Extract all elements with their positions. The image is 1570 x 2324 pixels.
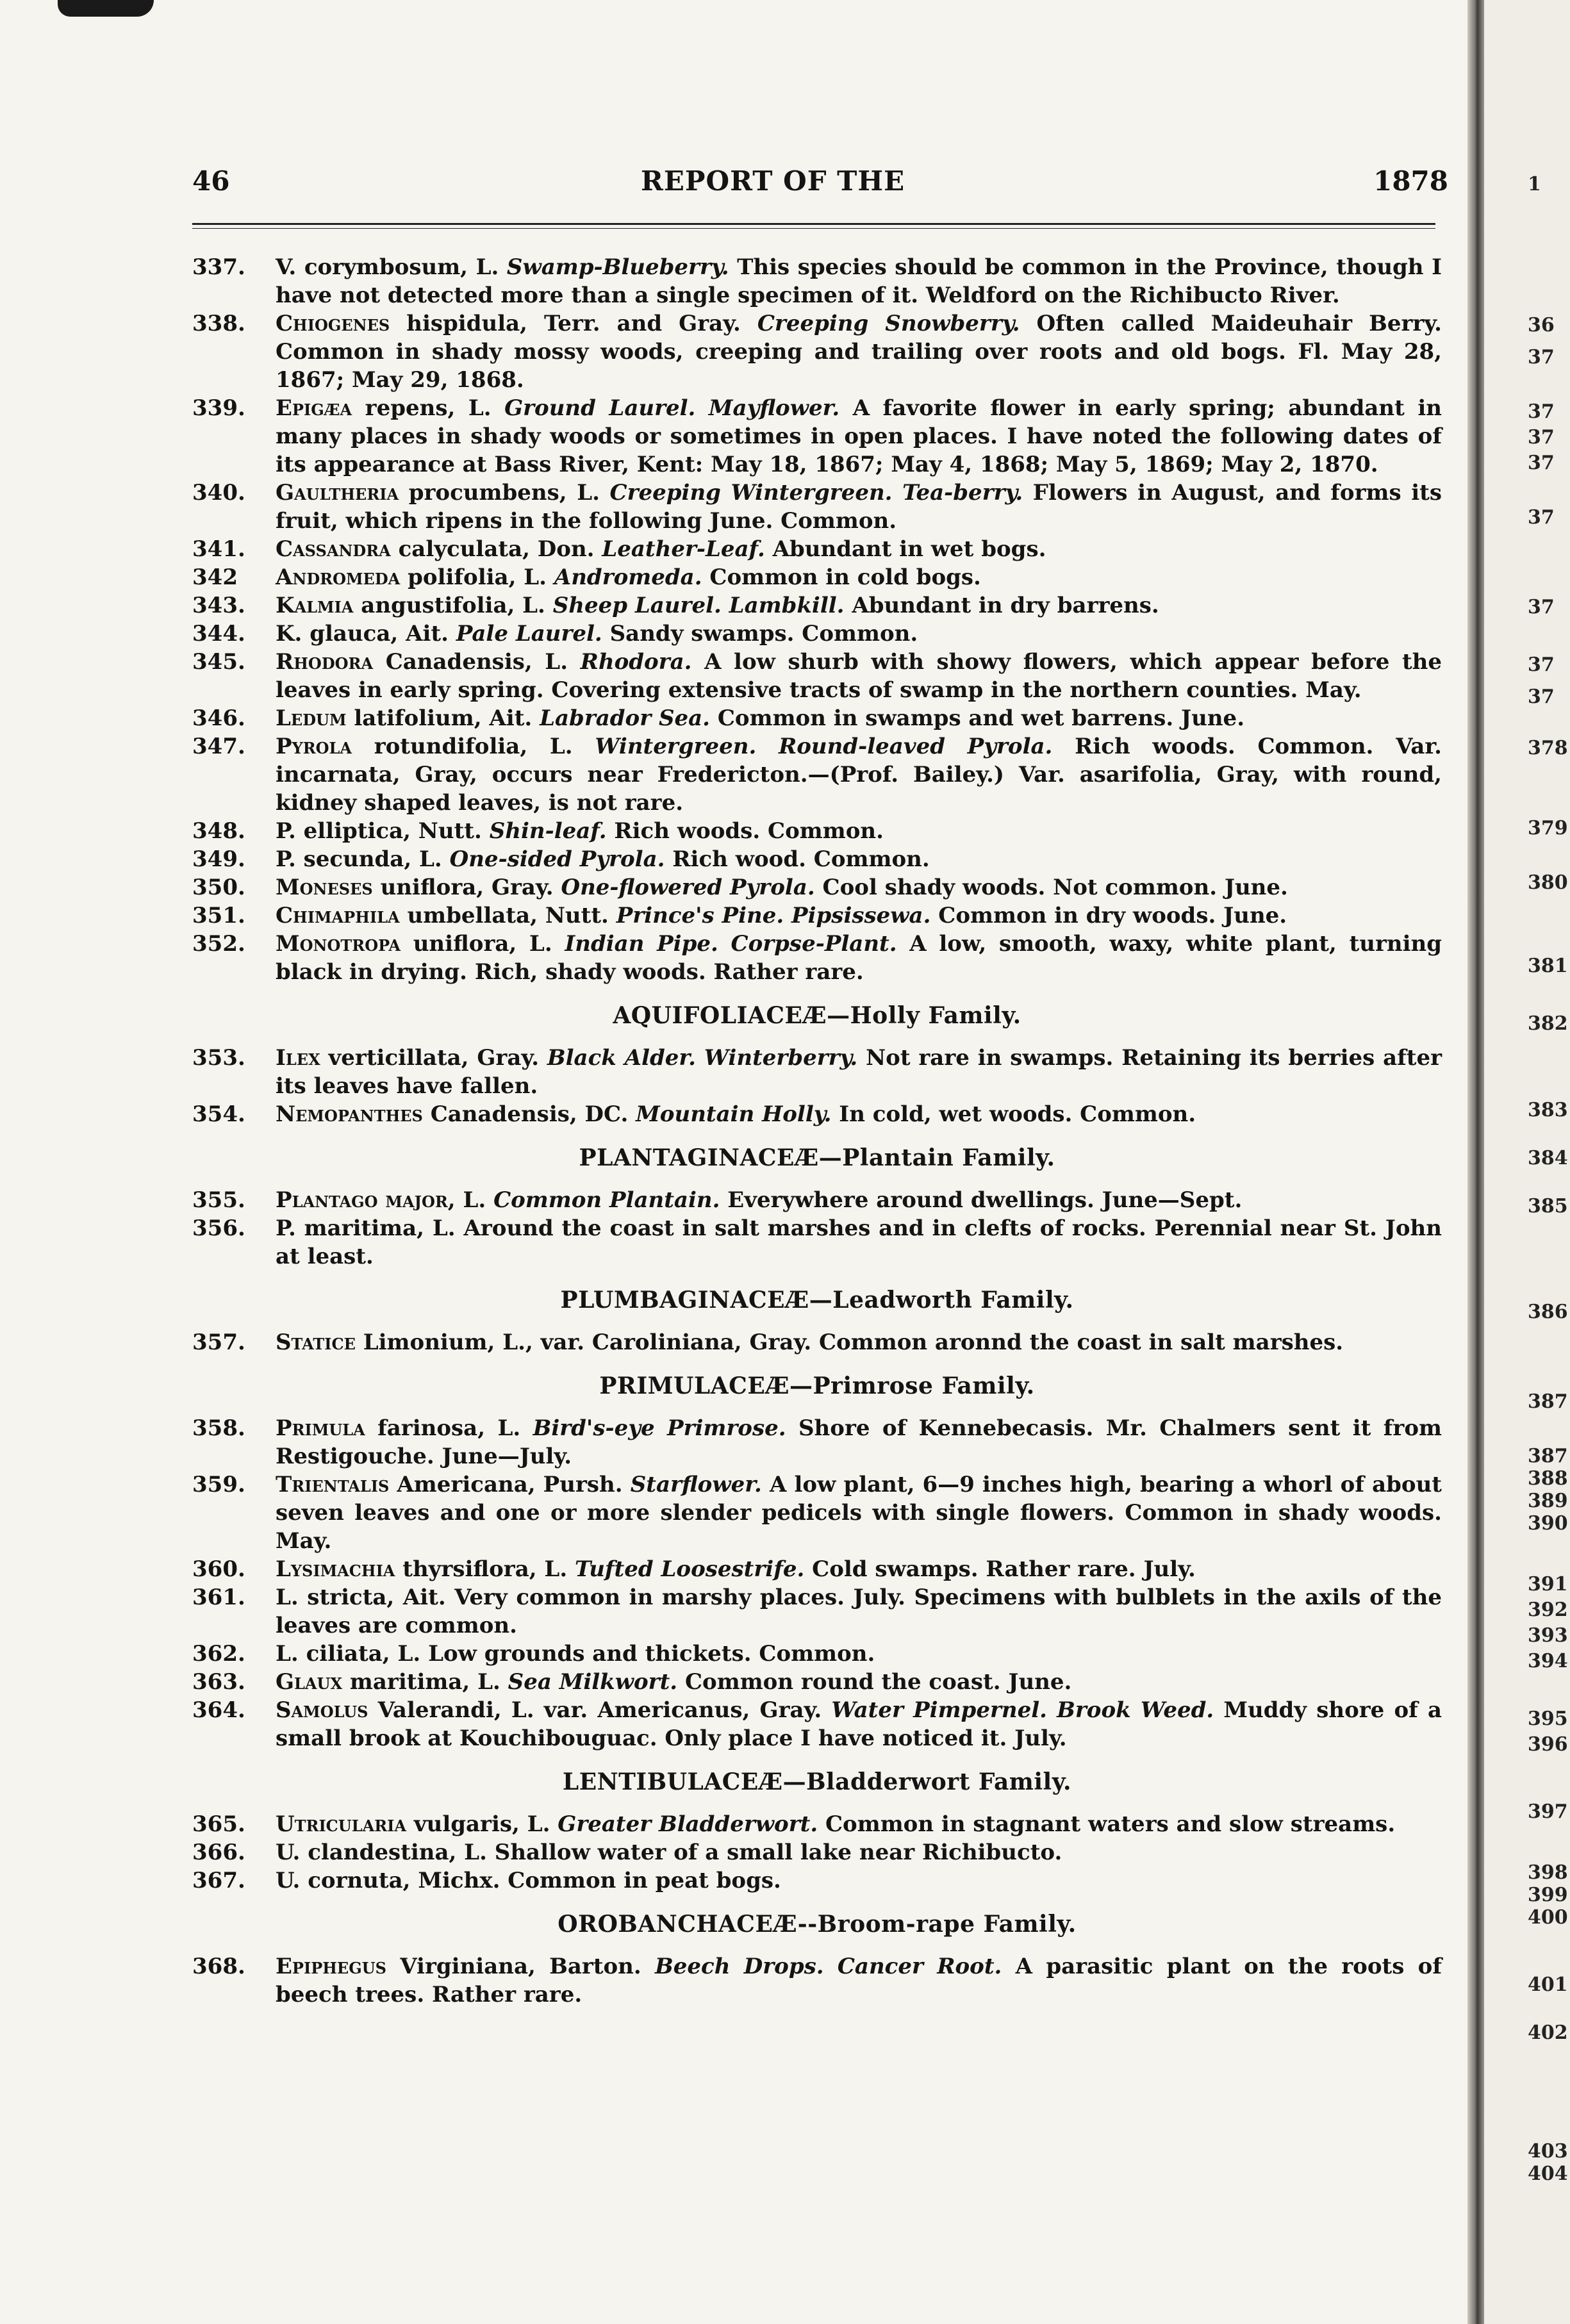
entry-text <box>276 1954 1442 2007</box>
genus-name: L. <box>276 1585 299 1610</box>
common-name: Bird's-eye Primrose. <box>533 1415 786 1441</box>
entry-description: Cold swamps. Rather rare. July. <box>804 1556 1196 1582</box>
common-name: Shin-leaf. <box>489 818 607 844</box>
species-entry <box>192 1328 1442 1356</box>
common-name: Andromeda. <box>554 565 702 590</box>
genus-name: P. <box>276 818 296 844</box>
genus-name: L. <box>276 1641 299 1667</box>
book-gutter <box>1467 0 1484 2324</box>
common-name: One-sided Pyrola. <box>449 846 665 872</box>
species-epithet: procumbens, L. <box>399 480 610 506</box>
adjacent-entry-number: 387 <box>1528 1445 1568 1467</box>
common-name: Water Pimpernel. Brook Weed. <box>831 1697 1214 1723</box>
genus-name: Statice <box>276 1330 356 1355</box>
entry-number: 353. <box>192 1045 245 1071</box>
entry-description: Shallow water of a small lake near Richibucto. <box>494 1840 1062 1865</box>
adjacent-entry-number: 37 <box>1528 686 1555 708</box>
entry-number: 357. <box>192 1330 245 1355</box>
species-epithet: uniflora, L. <box>401 931 565 957</box>
entry-text <box>276 931 1442 985</box>
entry-text <box>276 311 1442 393</box>
common-name: Mountain Holly. <box>636 1101 832 1127</box>
family-heading: LENTIBULACEÆ—Bladderwort Family. <box>562 1768 1072 1795</box>
species-epithet: hispidula, Terr. and Gray. <box>390 311 757 336</box>
entry-number: 349. <box>192 846 245 872</box>
species-entry <box>192 479 1442 535</box>
header-rule-thick <box>192 223 1435 225</box>
adjacent-entry-number: 378 <box>1528 737 1568 759</box>
common-name: Common Plantain. <box>493 1187 720 1213</box>
entry-description: A low, smooth, waxy, white plant, turning black in drying. Rich, shady woods. Rather rare. <box>276 931 1442 985</box>
entry-description: Common in cold bogs. <box>702 565 981 590</box>
adjacent-entry-number: 395 <box>1528 1708 1568 1730</box>
genus-name: Ledum <box>276 705 347 731</box>
entry-text <box>276 1330 1343 1355</box>
genus-name: V. <box>276 254 297 280</box>
species-entry <box>192 817 1442 845</box>
species-epithet: stricta, Ait. <box>298 1585 455 1610</box>
genus-name: P. <box>276 846 296 872</box>
species-entry <box>192 1214 1442 1271</box>
entry-description: Cool shady woods. Not common. June. <box>814 875 1288 900</box>
entry-text <box>276 1641 875 1667</box>
species-entry <box>192 873 1442 902</box>
entry-text <box>276 846 930 872</box>
species-entry <box>192 1414 1442 1471</box>
entry-description: A favorite flower in early spring; abundant in many places in shady woods or sometimes in open places. I have noted the following dates of its appearance at Bass River, Kent: May 18, 1867; May 4, 1868; May 5, 1869; May 2, 1870. <box>276 395 1442 477</box>
adjacent-page-margin <box>1484 0 1570 2324</box>
species-list <box>192 253 1442 2009</box>
entry-number: 338. <box>192 311 245 336</box>
entry-number: 340. <box>192 480 245 506</box>
entry-number: 362. <box>192 1641 245 1667</box>
adjacent-entry-number: 386 <box>1528 1301 1568 1323</box>
entry-description: Common in peat bogs. <box>508 1868 781 1893</box>
genus-name: P. <box>276 1216 296 1241</box>
entry-text <box>276 1187 1242 1213</box>
common-name: Leather-Leaf. <box>602 536 765 562</box>
entry-number: 364. <box>192 1697 245 1723</box>
entry-text <box>276 1811 1395 1837</box>
genus-name: Epiphegus <box>276 1954 386 1979</box>
entry-description: This species should be common in the Province, though I have not detected more than a single specimen of it. Weldford on the Richibucto River. <box>276 254 1442 308</box>
entry-number: 355. <box>192 1187 245 1213</box>
genus-name: Nemopanthes <box>276 1101 423 1127</box>
adjacent-entry-number: 403 <box>1528 2140 1568 2163</box>
species-entry <box>192 902 1442 930</box>
species-epithet: Americana, Pursh. <box>389 1472 631 1497</box>
species-entry <box>192 309 1442 394</box>
adjacent-entry-number: 383 <box>1528 1099 1568 1121</box>
adjacent-entry-number: 381 <box>1528 955 1568 977</box>
adjacent-entry-number: 37 <box>1528 400 1555 423</box>
species-entry <box>192 591 1442 620</box>
entry-description: Common round the coast. June. <box>677 1669 1072 1695</box>
species-epithet: verticillata, Gray. <box>320 1045 547 1071</box>
genus-name: Kalmia <box>276 593 354 618</box>
species-entry <box>192 1186 1442 1214</box>
genus-name: U. <box>276 1868 301 1893</box>
species-entry <box>192 732 1442 817</box>
entry-text <box>276 1216 1442 1269</box>
entry-text <box>276 649 1442 703</box>
entry-number: 342 <box>192 565 238 590</box>
common-name: Sheep Laurel. Lambkill. <box>552 593 845 618</box>
species-entry <box>192 1952 1442 2009</box>
common-name: Creeping Wintergreen. Tea-berry. <box>609 480 1023 506</box>
entry-number: 363. <box>192 1669 245 1695</box>
species-entry <box>192 1838 1442 1867</box>
genus-name: Chiogenes <box>276 311 390 336</box>
genus-name: Rhodora <box>276 649 374 675</box>
entry-description: In cold, wet woods. Common. <box>831 1101 1196 1127</box>
entry-number: 347. <box>192 734 245 759</box>
entry-number: 365. <box>192 1811 245 1837</box>
genus-name: U. <box>276 1840 301 1865</box>
species-epithet: Canadensis, L. <box>373 649 581 675</box>
entry-number: 359. <box>192 1472 245 1497</box>
entry-description: A parasitic plant on the roots of beech trees. Rather rare. <box>276 1954 1442 2007</box>
adjacent-entry-number: 404 <box>1528 2163 1568 2185</box>
species-entry <box>192 253 1442 309</box>
entry-number: 367. <box>192 1868 245 1893</box>
genus-name: Lysimachia <box>276 1556 395 1582</box>
species-entry <box>192 1100 1442 1128</box>
entry-text <box>276 1556 1196 1582</box>
species-epithet: elliptica, Nutt. <box>295 818 490 844</box>
entry-description: Often called Maideuhair Berry. Common in shady mossy woods, creeping and trailing over roots and old bogs. Fl. May 28, 1867; May 29, 1868. <box>276 311 1442 393</box>
adjacent-entry-number: 387 <box>1528 1390 1568 1413</box>
entry-text <box>276 1840 1062 1865</box>
entry-description: Abundant in dry barrens. <box>844 593 1159 618</box>
genus-name: Samolus <box>276 1697 368 1723</box>
entry-text <box>276 1101 1196 1127</box>
common-name: Swamp-Blueberry. <box>506 254 729 280</box>
entry-description: Flowers in August, and forms its fruit, which ripens in the following June. Common. <box>276 480 1442 534</box>
entry-description: Everywhere around dwellings. June—Sept. <box>720 1187 1243 1213</box>
species-epithet: Valerandi, L. var. Americanus, Gray. <box>368 1697 832 1723</box>
entry-description: A low shurb with showy flowers, which appear before the leaves in early spring. Covering extensive tracts of swamp in the northern counties. May. <box>276 649 1442 703</box>
species-epithet: secunda, L. <box>295 846 450 872</box>
adjacent-entry-number: 385 <box>1528 1195 1568 1217</box>
entry-description: Low grounds and thickets. Common. <box>428 1641 875 1667</box>
species-entry <box>192 1044 1442 1100</box>
common-name: Greater Bladderwort. <box>558 1811 818 1837</box>
entry-description: Shore of Kennebecasis. Mr. Chalmers sent it from Restigouche. June—July. <box>276 1415 1442 1469</box>
species-entry <box>192 1555 1442 1583</box>
entry-number: 345. <box>192 649 245 675</box>
entry-description: Abundant in wet bogs. <box>764 536 1046 562</box>
entry-number: 361. <box>192 1585 245 1610</box>
common-name: Indian Pipe. Corpse-Plant. <box>565 931 897 957</box>
genus-name: Andromeda <box>276 565 401 590</box>
header-year: 1878 <box>1373 165 1448 197</box>
adjacent-entry-number: 389 <box>1528 1490 1568 1512</box>
adjacent-entry-number: 393 <box>1528 1624 1568 1647</box>
species-entry <box>192 1583 1442 1640</box>
entry-text <box>276 565 981 590</box>
genus-name: Trientalis <box>276 1472 390 1497</box>
adjacent-entry-number: 399 <box>1528 1884 1568 1906</box>
adjacent-entry-number: 392 <box>1528 1599 1568 1621</box>
entry-number: 360. <box>192 1556 245 1582</box>
entry-number: 346. <box>192 705 245 731</box>
species-epithet: farinosa, L. <box>365 1415 533 1441</box>
genus-name: Moneses <box>276 875 373 900</box>
page-number: 46 <box>192 165 230 197</box>
common-name: Tufted Loosestrife. <box>575 1556 805 1582</box>
species-epithet: L. <box>455 1187 494 1213</box>
genus-name: Cassandra <box>276 536 391 562</box>
entry-text <box>276 1868 781 1893</box>
family-heading: PLUMBAGINACEÆ—Leadworth Family. <box>560 1287 1074 1314</box>
genus-name: Epigæa <box>276 395 352 421</box>
entry-text <box>276 705 1244 731</box>
species-entry <box>192 1696 1442 1752</box>
species-epithet: repens, L. <box>352 395 505 421</box>
entry-description: Around the coast in salt marshes and in clefts of rocks. Perennial near St. John at least. <box>276 1216 1442 1269</box>
species-entry <box>192 620 1442 648</box>
species-epithet: Virginiana, Barton. <box>386 1954 656 1979</box>
species-epithet: maritima, L. <box>342 1669 508 1695</box>
species-epithet: thyrsiflora, L. <box>395 1556 575 1582</box>
entry-text <box>276 1585 1442 1638</box>
entry-text <box>276 1472 1442 1554</box>
species-entry <box>192 1810 1442 1838</box>
entry-number: 348. <box>192 818 245 844</box>
entry-description: Rich woods. Common. <box>606 818 884 844</box>
entry-text <box>276 1045 1442 1099</box>
adjacent-entry-number: 37 <box>1528 346 1555 368</box>
entry-number: 352. <box>192 931 245 957</box>
entry-text <box>276 254 1442 308</box>
entry-description: Very common in marshy places. July. Specimens with bulblets in the axils of the leaves are common. <box>276 1585 1442 1638</box>
page-title: REPORT OF THE <box>641 165 905 197</box>
entry-text <box>276 536 1046 562</box>
ink-blot <box>58 0 154 17</box>
genus-name: K. <box>276 621 302 647</box>
entry-number: 356. <box>192 1216 245 1241</box>
entry-number: 351. <box>192 903 245 928</box>
entry-text <box>276 480 1442 534</box>
species-entry <box>192 648 1442 704</box>
entry-text <box>276 903 1287 928</box>
family-heading: PRIMULACEÆ—Primrose Family. <box>599 1372 1035 1399</box>
species-entry <box>192 1640 1442 1668</box>
genus-name: Ilex <box>276 1045 320 1071</box>
entry-number: 339. <box>192 395 245 421</box>
species-entry <box>192 1867 1442 1895</box>
adjacent-entry-number: 382 <box>1528 1012 1568 1035</box>
adjacent-entry-number: 394 <box>1528 1650 1568 1672</box>
common-name: Black Alder. Winterberry. <box>547 1045 858 1071</box>
running-header <box>192 165 1448 204</box>
entry-description: Common in swamps and wet barrens. June. <box>710 705 1245 731</box>
adjacent-entry-number: 391 <box>1528 1573 1568 1595</box>
species-epithet: angustifolia, L. <box>353 593 553 618</box>
species-epithet: latifolium, Ait. <box>346 705 540 731</box>
adjacent-entry-number: 379 <box>1528 817 1568 839</box>
entry-description: A low plant, 6—9 inches high, bearing a whorl of about seven leaves and one or more slender pedicels with single flowers. Common in shady woods. May. <box>276 1472 1442 1554</box>
entry-number: 344. <box>192 621 245 647</box>
entry-description: Sandy swamps. Common. <box>602 621 918 647</box>
species-entry <box>192 1471 1442 1555</box>
entry-text <box>276 818 884 844</box>
common-name: Beech Drops. Cancer Root. <box>655 1954 1002 1979</box>
entry-number: 366. <box>192 1840 245 1865</box>
species-epithet: umbellata, Nutt. <box>399 903 616 928</box>
entry-number: 350. <box>192 875 245 900</box>
entry-description: Not rare in swamps. Retaining its berries after its leaves have fallen. <box>276 1045 1442 1099</box>
entry-number: 343. <box>192 593 245 618</box>
entry-description: Common aronnd the coast in salt marshes. <box>819 1330 1344 1355</box>
entry-description: Muddy shore of a small brook at Kouchibouguac. Only place I have noticed it. July. <box>276 1697 1442 1751</box>
species-epithet: uniflora, Gray. <box>372 875 561 900</box>
common-name: Starflower. <box>630 1472 762 1497</box>
adjacent-entry-number: 388 <box>1528 1467 1568 1490</box>
header-rule-thin <box>192 228 1435 229</box>
species-epithet: calyculata, Don. <box>390 536 602 562</box>
species-entry <box>192 1668 1442 1696</box>
entry-number: 337. <box>192 254 245 280</box>
adjacent-entry-number: 37 <box>1528 596 1555 618</box>
adjacent-entry-number: 37 <box>1528 452 1555 474</box>
entry-number: 358. <box>192 1415 245 1441</box>
common-name: Rhodora. <box>580 649 692 675</box>
adjacent-entry-number: 380 <box>1528 871 1568 894</box>
entry-text <box>276 621 918 647</box>
adjacent-entry-number: 36 <box>1528 314 1555 336</box>
adjacent-entry-number: 37 <box>1528 506 1555 529</box>
adjacent-entry-number: 1 <box>1528 173 1541 195</box>
entry-description: Common in stagnant waters and slow streams. <box>818 1811 1396 1837</box>
entry-text <box>276 1697 1442 1751</box>
entry-number: 354. <box>192 1101 245 1127</box>
adjacent-entry-number: 384 <box>1528 1147 1568 1169</box>
entry-number: 368. <box>192 1954 245 1979</box>
common-name: Prince's Pine. Pipsissewa. <box>616 903 931 928</box>
entry-description: Rich woods. Common. Var. incarnata, Gray, occurs near Fredericton.—(Prof. Bailey.) Var. asarifolia, Gray, with round, kidney shaped leaves, is not rare. <box>276 734 1442 816</box>
genus-name: Glaux <box>276 1669 343 1695</box>
species-entry <box>192 563 1442 591</box>
species-epithet: rotundifolia, L. <box>352 734 595 759</box>
species-entry <box>192 930 1442 986</box>
species-entry <box>192 845 1442 873</box>
species-epithet: glauca, Ait. <box>302 621 456 647</box>
entry-text <box>276 395 1442 477</box>
common-name: Pale Laurel. <box>456 621 602 647</box>
entry-text <box>276 593 1159 618</box>
common-name: One-flowered Pyrola. <box>561 875 815 900</box>
species-epithet: Canadensis, DC. <box>422 1101 636 1127</box>
entry-text <box>276 734 1442 816</box>
adjacent-entry-number: 37 <box>1528 426 1555 449</box>
family-heading: AQUIFOLIACEÆ—Holly Family. <box>613 1002 1021 1029</box>
genus-name: Primula <box>276 1415 365 1441</box>
common-name: Creeping Snowberry. <box>757 311 1020 336</box>
common-name: Wintergreen. Round-leaved Pyrola. <box>595 734 1053 759</box>
entry-text <box>276 1669 1071 1695</box>
common-name: Sea Milkwort. <box>508 1669 678 1695</box>
species-epithet: clandestina, L. <box>300 1840 495 1865</box>
genus-name: Plantago major, <box>276 1187 456 1213</box>
adjacent-entry-number: 402 <box>1528 2022 1568 2044</box>
entry-number: 341. <box>192 536 245 562</box>
family-heading: OROBANCHACEÆ--Broom-rape Family. <box>558 1911 1077 1938</box>
adjacent-entry-number: 401 <box>1528 1974 1568 1996</box>
species-epithet: vulgaris, L. <box>406 1811 558 1837</box>
genus-name: Monotropa <box>276 931 401 957</box>
species-entry <box>192 704 1442 732</box>
common-name: Labrador Sea. <box>540 705 711 731</box>
species-epithet: corymbosum, L. <box>296 254 507 280</box>
entry-description: Common in dry woods. June. <box>930 903 1287 928</box>
adjacent-entry-number: 396 <box>1528 1733 1568 1756</box>
species-entry <box>192 535 1442 563</box>
species-epithet: polifolia, L. <box>400 565 554 590</box>
family-heading: PLANTAGINACEÆ—Plantain Family. <box>579 1144 1055 1171</box>
genus-name: Gaultheria <box>276 480 399 506</box>
adjacent-entry-number: 390 <box>1528 1512 1568 1535</box>
adjacent-entry-number: 398 <box>1528 1861 1568 1884</box>
species-epithet: maritima, L. <box>295 1216 464 1241</box>
entry-description: Rich wood. Common. <box>665 846 930 872</box>
genus-name: Utricularia <box>276 1811 407 1837</box>
genus-name: Chimaphila <box>276 903 400 928</box>
adjacent-entry-number: 37 <box>1528 654 1555 676</box>
adjacent-entry-number: 400 <box>1528 1906 1568 1929</box>
species-epithet: ciliata, L. <box>298 1641 429 1667</box>
species-epithet: cornuta, Michx. <box>300 1868 508 1893</box>
species-epithet: Limonium, L., var. Caroliniana, Gray. <box>355 1330 819 1355</box>
genus-name: Pyrola <box>276 734 352 759</box>
adjacent-entry-number: 397 <box>1528 1801 1568 1823</box>
species-entry <box>192 394 1442 479</box>
common-name: Ground Laurel. Mayflower. <box>504 395 840 421</box>
entry-text <box>276 875 1288 900</box>
entry-text <box>276 1415 1442 1469</box>
